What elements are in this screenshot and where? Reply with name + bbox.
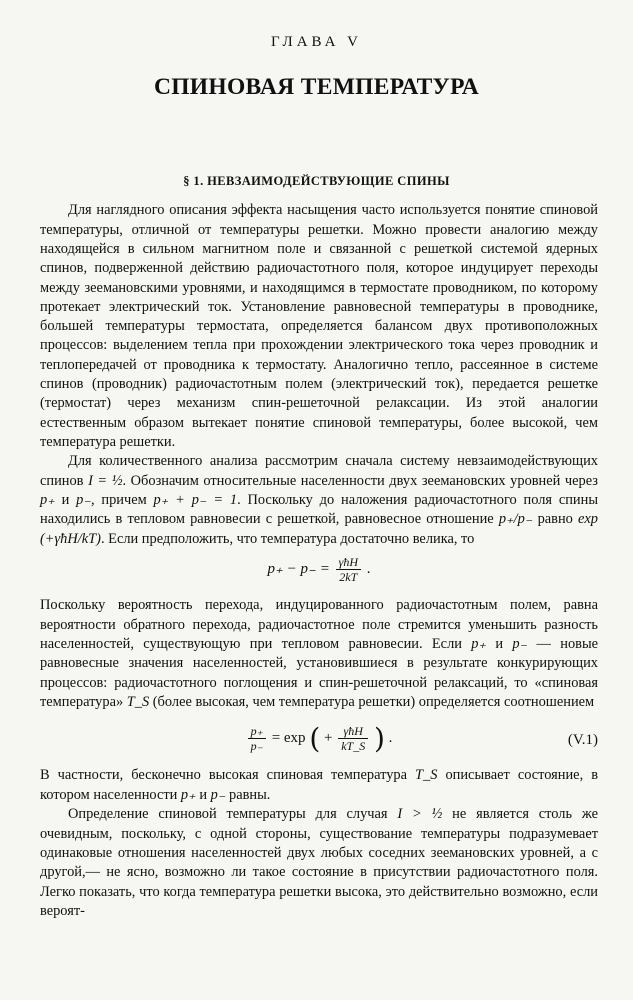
paragraph-3-text: — новые равновесные значения населенностей, установившиеся в результате конкурирующих процессов: радиочастотного поглощения и спин-решеточной релаксаций, то «спиновая температура»: [40, 635, 598, 710]
paragraph-4-text: равны.: [225, 786, 271, 803]
formula-1-denominator: 2kT: [339, 570, 358, 584]
formula-1-fraction: [336, 555, 361, 584]
paragraph-2-text: . Обозначим относительные населенности двух зеемановских уровней через: [122, 472, 598, 489]
paragraph-5: [40, 805, 598, 921]
paragraph-4-text: описывает состояние, в котором населенности: [40, 767, 598, 803]
paragraph-2-text: . Поскольку до наложения радиочастотного поля спины находились в тепловом равновесии с решеткой, равновесное отношение: [40, 491, 598, 528]
population-minus: p₋: [76, 491, 91, 508]
paragraph-2-text: и: [54, 491, 77, 508]
equation-number: (V.1): [567, 732, 598, 748]
formula-2-right-fraction: [338, 724, 368, 753]
paragraph-3-text: Поскольку вероятность перехода, индуцированного радиочастотным полем, равна вероятности обратного перехода, радиочастотное поле стремится уменьшить разность населенностей, существующую при тепловом равновесии. Если: [40, 597, 598, 652]
spin-value: I = ½: [88, 472, 123, 489]
close-paren: ): [373, 722, 385, 755]
formula-1-lhs: p₊ − p₋ =: [267, 560, 330, 577]
paragraph-3-text: и: [486, 635, 513, 652]
paragraph-3-text: (более высокая, чем температура решетки) определяется соотношением: [149, 693, 595, 710]
population-plus: p₊: [40, 491, 55, 508]
paragraph-5-text: Определение спиновой температуры для случая: [68, 806, 398, 823]
formula-1-numerator: γħH: [336, 555, 361, 570]
population-plus: p₊: [471, 635, 487, 652]
paragraph-3: [40, 596, 598, 712]
population-plus: p₊: [180, 786, 196, 803]
paragraph-5-text: не является столь же очевидным, поскольку, с одной стороны, существование температуры подразумевает одинаковые отношения населенностей двух любых соседних зеемановских уровней, а с другой,— не ясно, возможно ли такое состояние в присутствии радиочастотного поля. Легко показать, что когда температура решетки высока, это действительно возможно, если вероят-: [40, 806, 598, 919]
paragraph-2: [40, 452, 598, 548]
paragraph-2-text: Для количественного анализа рассмотрим сначала систему невзаимодействующих спинов: [40, 453, 598, 489]
open-paren: (: [309, 722, 321, 755]
boltzmann-exp: exp (+γħH/kT): [40, 511, 598, 547]
population-ratio: p₊/p₋: [498, 511, 533, 528]
formula-1-tail: .: [366, 560, 371, 577]
formula-2-sign: +: [324, 729, 333, 746]
chapter-label: ГЛАВА V: [270, 34, 363, 50]
paragraph-2-text: равно: [532, 511, 579, 528]
population-sum: p₊ + p₋ = 1: [153, 491, 238, 508]
population-minus: p₋: [210, 786, 226, 803]
spin-temperature: T_S: [415, 767, 438, 784]
population-minus: p₋: [512, 635, 528, 652]
paragraph-2-text: . Если предположить, что температура достаточно велика, то: [100, 530, 475, 547]
formula-2-left-fraction: [248, 724, 266, 753]
formula-2-left-denominator: p₋: [250, 739, 263, 753]
section-title: § 1. НЕВЗАИМОДЕЙСТВУЮЩИЕ СПИНЫ: [183, 174, 450, 188]
formula-2-right-denominator: kT_S: [341, 739, 366, 753]
chapter-title: СПИНОВАЯ ТЕМПЕРАТУРА: [153, 74, 480, 100]
paragraph-2-text: , причем: [90, 491, 154, 508]
formula-v1: [40, 722, 598, 755]
spin-temperature: T_S: [126, 693, 150, 710]
paragraph-4-text: В частности, бесконечно высокая спиновая температура: [40, 767, 416, 784]
spin-value: I > ½: [397, 806, 443, 823]
formula-2-left-numerator: p₊: [248, 724, 266, 739]
paragraph-4-text: и: [195, 786, 211, 803]
paragraph-1: Для наглядного описания эффекта насыщения часто используется понятие спиновой температуры, отличной от температуры решетки. Можно провести аналогию между находящейся в сильном магнитном поле и связанной с решеткой системой ядерных спинов, подверженной действию радиочастотного поля, которое индуцирует переходы между зеемановскими уровнями, и находящимся в термостате проводником, по которому протекает электрический ток. Установление равновесной температуры в проводнике, большей температуры термостата, определяется балансом двух противоположных процессов: выделением тепла при прохождении электрического тока через проводник и теплопередачей от проводника к термостату. Аналогично тепло, рассеянное в системе спинов (проводник) радиочастотным полем (электрический ток), передается решетке (термостат) через механизм спин-решеточной релаксации. Из этой аналогии естественным образом вытекает понятие спиновой температуры, более высокой, чем температура решетки.: [40, 202, 598, 450]
formula-2-tail: .: [388, 729, 393, 746]
formula-population-difference: [40, 555, 598, 584]
formula-2-right-numerator: γħH: [338, 724, 368, 739]
formula-2-equals-exp: = exp: [271, 729, 306, 746]
paragraph-4: [40, 766, 598, 805]
